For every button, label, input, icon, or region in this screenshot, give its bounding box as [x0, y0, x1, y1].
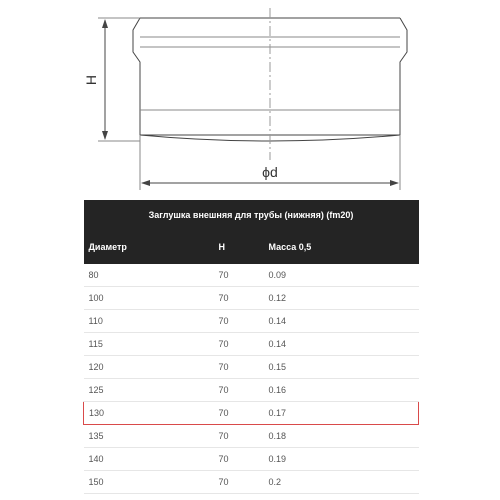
diameter-cell: 100	[84, 287, 214, 310]
mass-cell: 0.12	[264, 287, 419, 310]
mass-cell: 0.17	[264, 402, 419, 425]
mass-cell: 0.18	[264, 425, 419, 448]
diameter-cell: 120	[84, 356, 214, 379]
diameter-cell: 150	[84, 471, 214, 494]
diameter-cell: 125	[84, 379, 214, 402]
table-row	[84, 356, 419, 379]
mass-cell: 0.16	[264, 379, 419, 402]
height-cell: 70	[214, 333, 264, 356]
diameter-cell: 110	[84, 310, 214, 333]
diameter-cell: 130	[84, 402, 214, 425]
height-cell: 70	[214, 287, 264, 310]
table-row	[84, 287, 419, 310]
table-row	[84, 402, 419, 425]
mass-cell: 0.14	[264, 333, 419, 356]
table-title: Заглушка внешняя для трубы (нижняя) (fm20)	[84, 200, 419, 230]
height-cell: 70	[214, 356, 264, 379]
height-label: H	[83, 74, 99, 86]
mass-cell: 0.15	[264, 356, 419, 379]
mass-cell: 0.2	[264, 471, 419, 494]
diameter-cell: 135	[84, 425, 214, 448]
d-arrow-right	[390, 180, 399, 186]
h-arrow-bottom	[102, 131, 108, 140]
technical-drawing	[0, 0, 500, 200]
column-header-mass: Масса 0,5	[264, 230, 419, 264]
table-row	[84, 471, 419, 494]
height-cell: 70	[214, 425, 264, 448]
table-row	[84, 379, 419, 402]
height-cell: 70	[214, 471, 264, 494]
diameter-label: ϕd	[262, 164, 278, 180]
table-row	[84, 425, 419, 448]
table-body	[84, 264, 419, 494]
table-row	[84, 448, 419, 471]
height-cell: 70	[214, 402, 264, 425]
mass-cell: 0.14	[264, 310, 419, 333]
table-row	[84, 333, 419, 356]
diameter-cell: 80	[84, 264, 214, 287]
cap-left-profile	[133, 18, 140, 135]
mass-cell: 0.19	[264, 448, 419, 471]
column-header-height: H	[214, 230, 264, 264]
table-row	[84, 310, 419, 333]
cap-right-profile	[400, 18, 407, 135]
height-cell: 70	[214, 310, 264, 333]
table-row	[84, 264, 419, 287]
diameter-cell: 115	[84, 333, 214, 356]
mass-cell: 0.09	[264, 264, 419, 287]
diameter-cell: 140	[84, 448, 214, 471]
d-arrow-left	[141, 180, 150, 186]
height-cell: 70	[214, 379, 264, 402]
column-header-diameter: Диаметр	[84, 230, 214, 264]
spec-table	[83, 200, 419, 494]
height-cell: 70	[214, 264, 264, 287]
h-arrow-top	[102, 19, 108, 28]
height-cell: 70	[214, 448, 264, 471]
